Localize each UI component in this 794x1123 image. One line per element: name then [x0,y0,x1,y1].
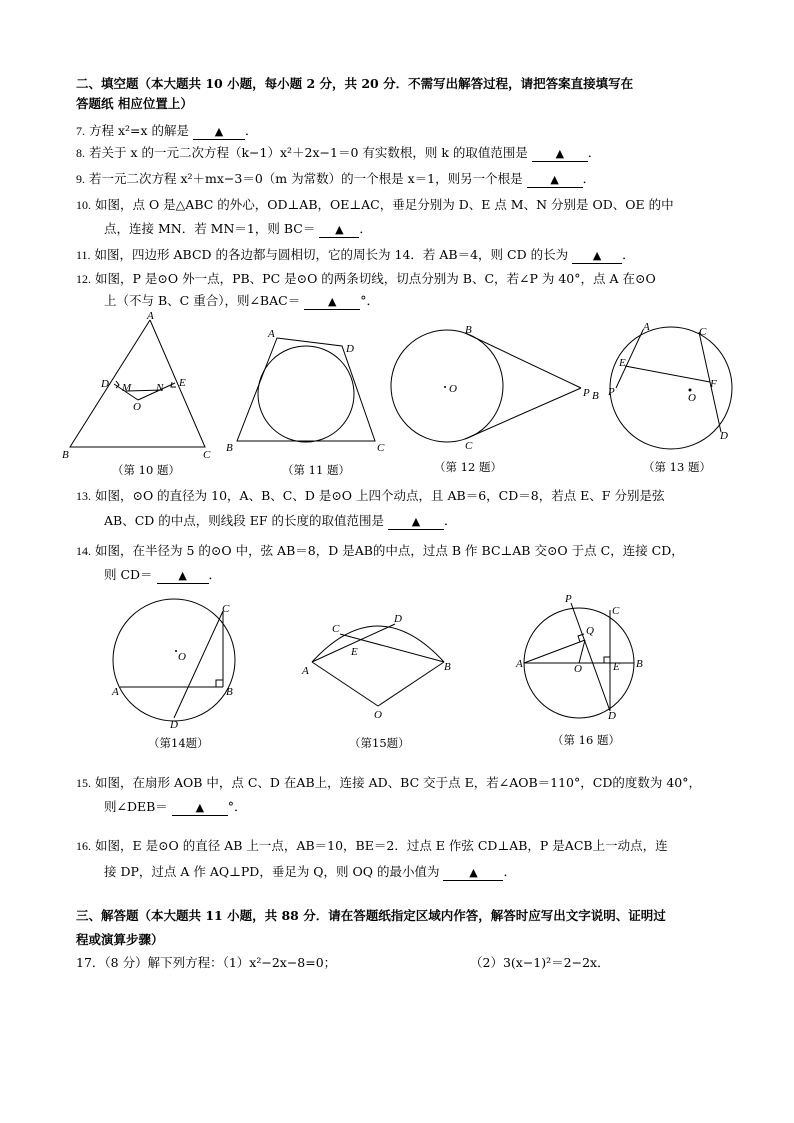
q13-answer-blank[interactable]: ▲ [388,515,444,530]
label-o: O [133,401,141,413]
label-a: A [302,665,309,677]
label-p: P [583,387,590,399]
q13-cont: AB、CD 的中点，则线段 EF 的长度的取值范围是 ▲ ． [104,513,457,528]
q16 [76,838,668,854]
label-d: D [720,430,728,442]
q13-number: 13. [76,489,91,503]
label-c: C [612,605,620,617]
caption-fig14: （第14题） [148,736,209,750]
label-c: C [222,603,230,615]
segment-oq [579,640,585,663]
q10-text-cont: 点，连接 MN．若 MN＝1，则 BC＝ [104,221,316,236]
label-e: E [179,377,186,389]
label-d: D [101,378,109,390]
label-e: E [619,357,626,369]
label-c: C [699,326,707,338]
q14-number: 14. [76,544,91,558]
right-angle-e [171,382,176,387]
section2-title-cont: 答题纸 相应位置上） [76,96,193,111]
caption-fig12: （第 12 题） [434,460,502,474]
label-d: D [608,710,616,722]
label-n: N [156,382,164,394]
quadrilateral-abcd [237,338,375,441]
figure-15 [298,610,463,725]
circle-o [113,599,235,721]
figure-16 [512,592,662,722]
caption-fig11: （第 11 题） [282,463,350,477]
q9-answer-blank[interactable]: ▲ [527,173,583,188]
label-o: O [574,663,582,675]
q13-text-cont: AB、CD 的中点，则线段 EF 的长度的取值范围是 [104,513,385,528]
section3-title-cont: 程或演算步骤） [76,932,164,947]
section2-title: 二、填空题（本大题共 10 小题，每小题 2 分，共 20 分．不需写出解答过程，请把答案直接填写在 [76,76,634,91]
q8-answer-blank[interactable]: ▲ [532,147,588,162]
q15-text-cont: 则∠DEB＝ [104,799,168,814]
q16-text-cont: 接 DP，过点 A 作 AQ⊥PD，垂足为 Q，则 OQ 的最小值为 [104,864,440,879]
radius-oa [312,662,378,706]
q9: 9. 若一元二次方程 x²＋mx−3＝0（m 为常数）的一个根是 x＝1，则另一个根是 ▲ ． [76,171,596,186]
q7-text: 方程 x²=x 的解是 [88,123,190,138]
segment-ef [625,366,710,382]
tangent-pc [465,388,581,439]
label-c: C [465,440,473,452]
q14-cont: 则 CD＝ ▲ ． [104,567,222,582]
q8-text: 若关于 x 的一元二次方程（k−1）x²＋2x−1＝0 有实数根，则 k 的取值范围是 [88,145,528,160]
q12-number: 12. [76,272,91,286]
q15-number: 15. [76,776,91,790]
figure-13 [588,320,748,455]
q7: 7. 方程 x²=x 的解是 ▲ ． [76,123,258,138]
caption-fig13: （第 13 题） [643,460,711,474]
q12-cont [104,293,379,310]
q14-text-cont: 则 CD＝ [104,567,153,582]
q11-text: 如图，四边形 ABCD 的各边都与圆相切，它的周长为 14．若 AB＝4，则 CD 的长为 [94,247,569,262]
radius-ob [378,662,444,706]
segment-aq [524,640,585,663]
q10-cont: 点，连接 MN．若 MN＝1，则 BC＝ ▲ ． [104,221,372,236]
label-o: O [449,383,457,395]
q10-answer-blank[interactable]: ▲ [319,223,359,238]
figure-11 [222,326,392,460]
circle-o [391,330,503,442]
q9-number: 9. [76,172,85,186]
caption-fig16: （第 16 题） [552,733,620,747]
q10-number: 10. [76,198,91,212]
right-angle-e [604,657,610,663]
q11-number: 11. [76,248,91,262]
q15-cont [104,799,247,816]
q9-text: 若一元二次方程 x²＋mx−3＝0（m 为常数）的一个根是 x＝1，则另一个根是 [88,171,523,186]
label-p: P [565,593,572,605]
q15-text: 如图，在扇形 AOB 中，点 C、D 在AB上，连接 AD、BC 交于点 E，若∠AOB＝110°，CD的度数为 40°， [94,775,701,790]
q12-unit: °． [360,293,379,308]
label-o: O [178,651,186,663]
label-o: O [374,709,382,721]
label-b: B [465,324,472,336]
label-m: M [122,382,132,394]
label-c: C [203,449,211,461]
label-b: B [444,661,451,673]
q14-answer-blank[interactable]: ▲ [157,569,209,584]
q15-answer-blank[interactable]: ▲ [172,801,228,816]
segment-cd [174,611,223,718]
q17-part1: 17．（8 分）解下列方程：（1）x²−2x−8=0； [76,955,337,970]
q16-number: 16. [76,839,91,853]
label-a: A [147,310,154,322]
q12-text: 如图，P 是⊙O 外一点，PB、PC 是⊙O 的两条切线，切点分别为 B、C，若∠P 为 40°，点 A 在⊙O [94,271,656,286]
q17-part2: （2）3(x−1)²＝2−2x． [470,955,610,970]
label-b: B [592,390,599,402]
q13-text: 如图，⊙O 的直径为 10，A、B、C、D 是⊙O 上四个动点，且 AB＝6，CD＝8，若点 E、F 分别是弦 [94,488,665,503]
q7-number: 7. [76,124,85,138]
q8-number: 8. [76,146,85,160]
tangent-pb [465,333,581,388]
q12-text-cont: 上（不与 B、C 重合），则∠BAC＝ [104,293,301,308]
label-e: E [613,661,620,673]
label-f: F [710,378,717,390]
label-p: P [608,386,615,398]
label-q: Q [586,625,594,637]
q10-text: 如图，点 O 是△ABC 的外心，OD⊥AB，OE⊥AC，垂足分别为 D、E 点 M、N 分别是 OD、OE 的中 [94,197,674,212]
label-a: A [516,658,523,670]
label-c: C [332,623,340,635]
label-a: A [112,686,119,698]
section3-title: 三、解答题（本大题共 11 小题，共 88 分．请在答题纸指定区域内作答，解答时应写出文字说明、证明过 [76,908,666,923]
q12 [76,271,656,287]
q10 [76,197,674,213]
q12-answer-blank[interactable]: ▲ [304,295,360,310]
label-a: A [268,328,275,340]
label-b: B [226,442,233,454]
q8: 8. 若关于 x 的一元二次方程（k−1）x²＋2x−1＝0 有实数根，则 k 的取值范围是 ▲ ． [76,145,601,160]
label-c: C [377,442,385,454]
q16-text: 如图，E 是⊙O 的直径 AB 上一点，AB＝10，BE＝2．过点 E 作弦 CD⊥AB，P 是ACB上一动点，连 [94,838,668,853]
caption-fig10: （第 10 题） [112,463,180,477]
label-b: B [62,449,69,461]
label-a: A [643,321,650,333]
q7-answer-blank[interactable]: ▲ [193,125,245,140]
q11-answer-blank[interactable]: ▲ [572,249,622,264]
q14 [76,543,684,559]
right-angle-b [216,680,223,687]
label-b: B [226,686,233,698]
label-d: D [394,613,402,625]
q14-text: 如图，在半径为 5 的⊙O 中，弦 AB＝8，D 是AB的中点，过点 B 作 BC⊥AB 交⊙O 于点 C，连接 CD， [94,543,684,558]
q16-answer-blank[interactable]: ▲ [443,866,503,881]
q15 [76,775,701,791]
label-d: D [346,343,354,355]
caption-fig15: （第15题） [349,736,410,750]
q11: 11. 如图，四边形 ABCD 的各边都与圆相切，它的周长为 14．若 AB＝4，则 CD 的长为 ▲ ． [76,247,635,262]
q16-cont: 接 DP，过点 A 作 AQ⊥PD，垂足为 Q，则 OQ 的最小值为 ▲ ． [104,864,516,879]
label-o: O [688,392,696,404]
label-d: D [170,719,178,731]
q13 [76,488,664,504]
figure-14 [108,598,248,733]
label-e: E [351,646,358,658]
label-b: B [636,658,643,670]
figure-12 [385,320,600,455]
figure-10 [60,312,220,460]
q15-unit: °． [227,799,247,814]
incircle [258,346,354,442]
